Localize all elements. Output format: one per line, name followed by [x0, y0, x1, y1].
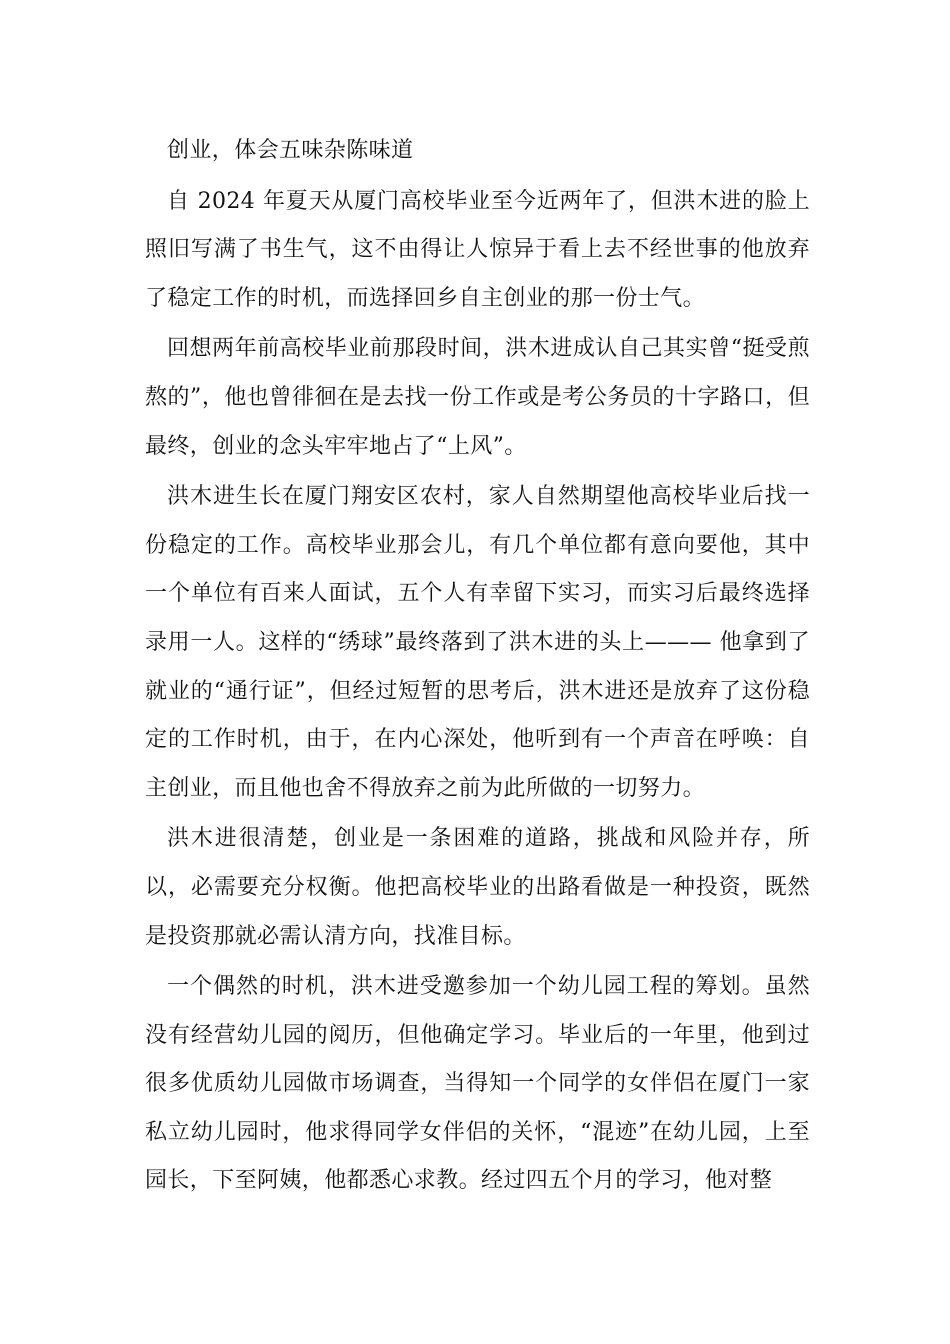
- paragraph-3: 洪木进生长在厦门翔安区农村，家人自然期望他高校毕业后找一份稳定的工作。高校毕业那会儿，有几个单位都有意向要他，其中一个单位有百来人面试，五个人有幸留下实习，而实习后最终选择录用一人。这样的“绣球”最终落到了洪木进的头上——— 他拿到了就业的“通行证”，但经过短暂的思考后，洪木进还是放弃了这份稳定的工作时机，由于，在内心深处，他听到有一个声音在呼唤：自主创业，而且他也舍不得放弃之前为此所做的一切努力。: [145, 484, 810, 801]
- paragraph-2: 回想两年前高校毕业前那段时间，洪木进成认自己其实曾“挺受煎熬的”，他也曾徘徊在是去找一份工作或是考公务员的十字路口，但最终，创业的念头牢牢地占了“上风”。: [145, 336, 810, 459]
- paragraph-5: 一个偶然的时机，洪木进受邀参加一个幼儿园工程的筹划。虽然没有经营幼儿园的阅历，但他确定学习。毕业后的一年里，他到过很多优质幼儿园做市场调查，当得知一个同学的女伴侣在厦门一家私立幼儿园时，他求得同学女伴侣的关怀，“混迹”在幼儿园，上至园长，下至阿姨，他都悉心求教。经过四五个月的学习，他对整: [145, 974, 810, 1194]
- paragraph-1: 自 2024 年夏天从厦门高校毕业至今近两年了，但洪木进的脸上照旧写满了书生气，这不由得让人惊异于看上去不经世事的他放弃了稳定工作的时机，而选择回乡自主创业的那一份士气。: [145, 188, 810, 311]
- article-title: 创业，体会五味杂陈味道: [167, 138, 414, 163]
- paragraph-4: 洪木进很清楚，创业是一条困难的道路，挑战和风险并存，所以，必需要充分权衡。他把高校毕业的出路看做是一种投资，既然是投资那就必需认清方向，找准目标。: [145, 826, 810, 949]
- document-body: [145, 127, 810, 1208]
